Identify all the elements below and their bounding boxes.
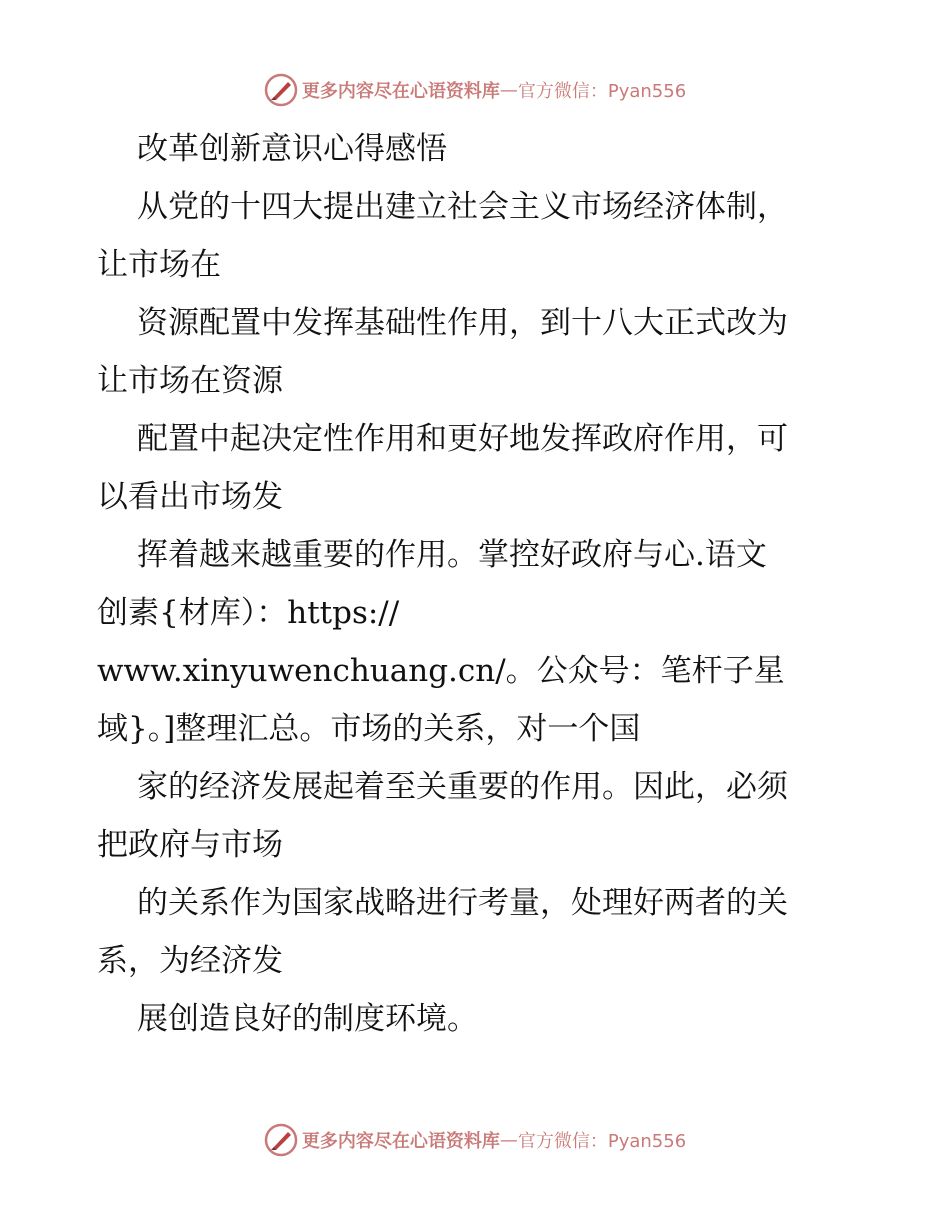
paragraph-line: 以看出市场发 xyxy=(97,479,283,515)
paragraph-line: 家的经济发展起着至关重要的作用。因此，必须 xyxy=(137,769,788,805)
paragraph-line: 资源配置中发挥基础性作用，到十八大正式改为 xyxy=(137,305,788,341)
paragraph-line: 让市场在 xyxy=(97,247,221,283)
paragraph-line: 的关系作为国家战略进行考量，处理好两者的关 xyxy=(137,885,788,921)
document-body xyxy=(97,120,897,1048)
quill-pen-logo-icon xyxy=(264,73,298,107)
banner-dash: — xyxy=(499,1129,518,1151)
header-banner xyxy=(0,70,950,110)
quill-pen-logo-icon xyxy=(264,1123,298,1157)
banner-text: 更多内容尽在心语资料库 xyxy=(301,81,500,102)
paragraph-line: 系，为经济发 xyxy=(97,943,283,979)
paragraph-line: 域}。]整理汇总。市场的关系，对一个国 xyxy=(97,711,641,747)
banner-dash: — xyxy=(499,79,518,101)
paragraph-line: 让市场在资源 xyxy=(97,363,283,399)
banner-contact: 官方微信：Pyan556 xyxy=(517,81,687,102)
paragraph-line: 把政府与市场 xyxy=(97,827,283,863)
paragraph-line: 从党的十四大提出建立社会主义市场经济体制， xyxy=(137,189,788,225)
paragraph-line: 配置中起决定性作用和更好地发挥政府作用，可 xyxy=(137,421,788,457)
paragraph-line: 展创造良好的制度环境。 xyxy=(137,1001,478,1037)
document-title: 改革创新意识心得感悟 xyxy=(137,131,447,167)
paragraph-line: www.xinyuwenchuang.cn/。公众号：笔杆子星 xyxy=(97,653,785,689)
footer-banner xyxy=(0,1120,950,1160)
paragraph-line: 创素{材库）：https:// xyxy=(97,595,400,631)
banner-text: 更多内容尽在心语资料库 xyxy=(301,1131,500,1152)
paragraph-line: 挥着越来越重要的作用。掌控好政府与心.语文 xyxy=(137,537,767,573)
banner-contact: 官方微信：Pyan556 xyxy=(517,1131,687,1152)
